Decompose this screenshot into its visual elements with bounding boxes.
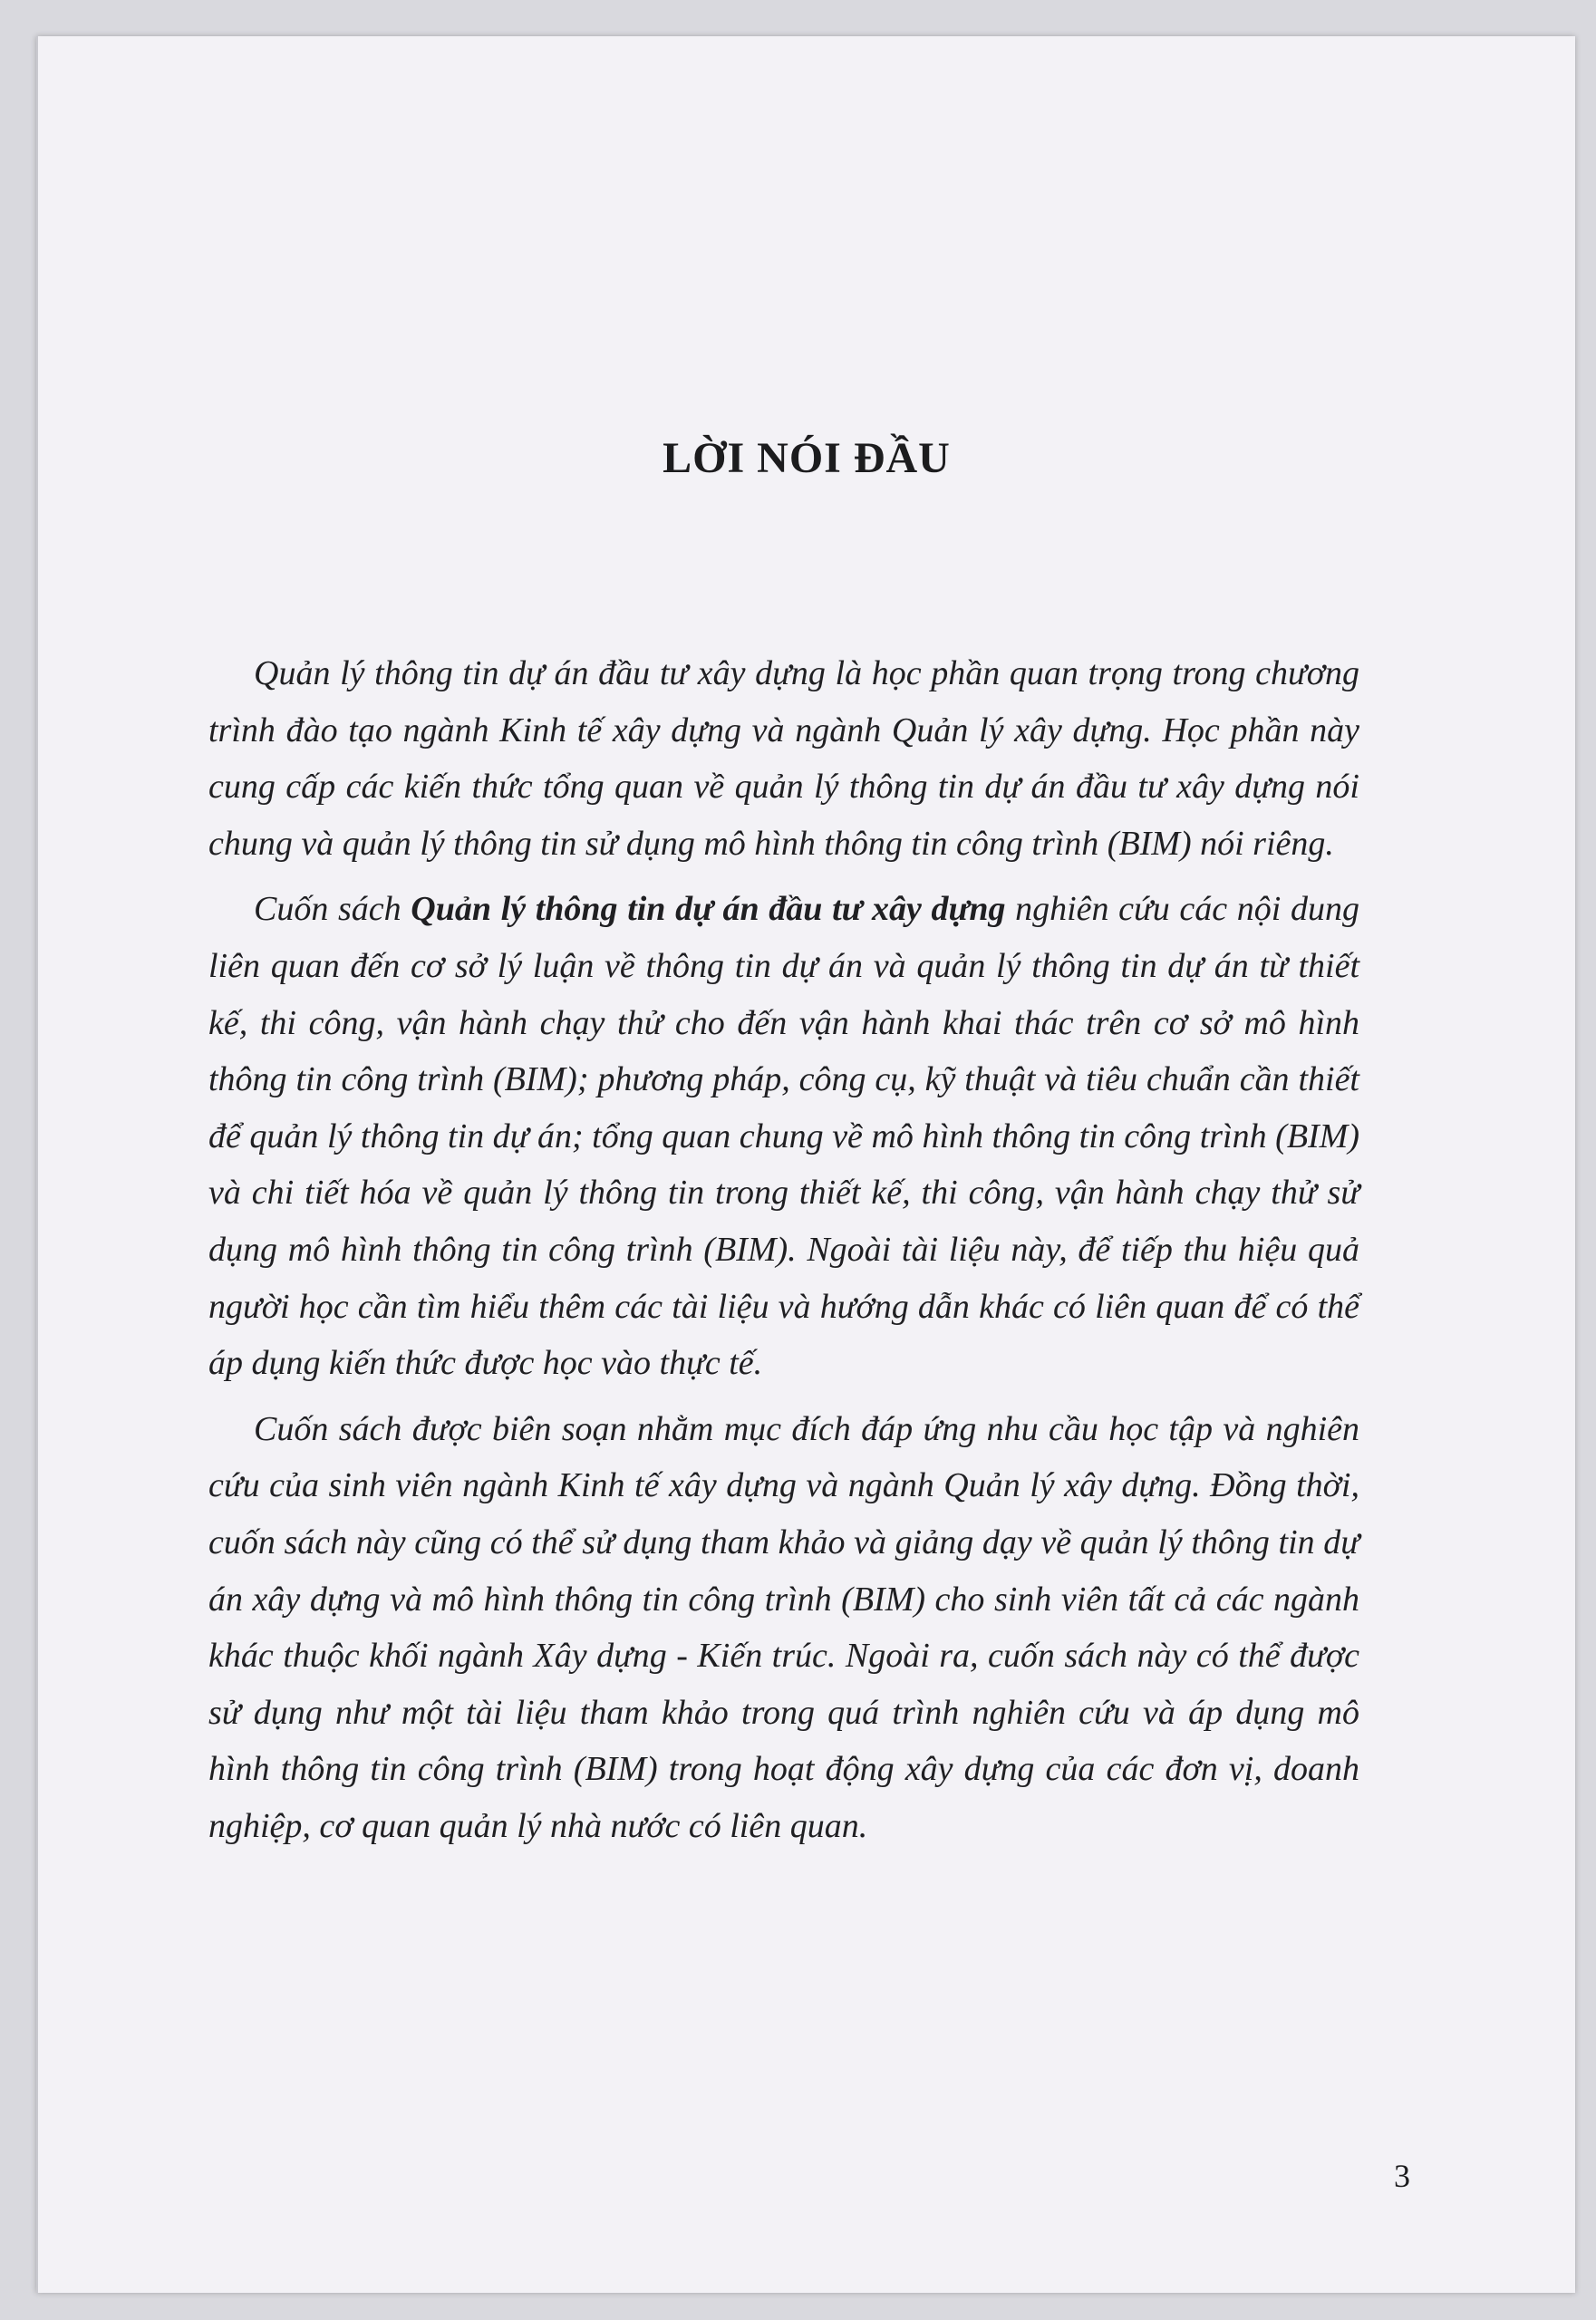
paragraph-1: Quản lý thông tin dự án đầu tư xây dựng là học phần quan trọng trong chương trình đào tạo ngành Kinh tế xây dựng và ngành Quản lý xây dựng. Học phần này cung cấp các kiến thức tổng quan về quản lý thông tin dự án đầu tư xây dựng nói chung và quản lý thông tin sử dụng mô hình thông tin công trình (BIM) nói riêng. [208, 654, 1359, 863]
page-title: LỜI NÓI ĐẦU [663, 434, 951, 482]
paragraph-3: Cuốn sách được biên soạn nhằm mục đích đáp ứng nhu cầu học tập và nghiên cứu của sinh viên ngành Kinh tế xây dựng và ngành Quản lý xây dựng. Đồng thời, cuốn sách này cũng có thể sử dụng tham khảo và giảng dạy về quản lý thông tin dự án xây dựng và mô hình thông tin công trình (BIM) cho sinh viên tất cả các ngành khác thuộc khối ngành Xây dựng - Kiến trúc. Ngoài ra, cuốn sách này có thể được sử dụng như một tài liệu tham khảo trong quá trình nghiên cứu và áp dụng mô hình thông tin công trình (BIM) trong hoạt động xây dựng của các đơn vị, doanh nghiệp, cơ quan quản lý nhà nước có liên quan. [208, 1409, 1359, 1845]
paragraph-2 [208, 881, 1359, 1391]
paragraph-2-intro: Cuốn sách [254, 890, 411, 929]
paragraph-2-rest: nghiên cứu các nội dung liên quan đến cơ sở lý luận về thông tin dự án và quản lý thông tin dự án từ thiết kế, thi công, vận hành chạy thử cho đến vận hành khai thác trên cơ sở mô hình thông tin công trình (BIM); phương pháp, công cụ, kỹ thuật và tiêu chuẩn cần thiết để quản lý thông tin dự án; tổng quan chung về mô hình thông tin công trình (BIM) và chi tiết hóa về quản lý thông tin trong thiết kế, thi công, vận hành chạy thử sử dụng mô hình thông tin công trình (BIM). Ngoài tài liệu này, để tiếp thu hiệu quả người học cần tìm hiểu thêm các tài liệu và hướng dẫn khác có liên quan để có thể áp dụng kiến thức được học vào thực tế. [208, 890, 1359, 1383]
body-text [208, 645, 1359, 1863]
page-number: 3 [1394, 2158, 1410, 2194]
book-page [36, 36, 1575, 2293]
book-title: Quản lý thông tin dự án đầu tư xây dựng [411, 890, 1006, 929]
